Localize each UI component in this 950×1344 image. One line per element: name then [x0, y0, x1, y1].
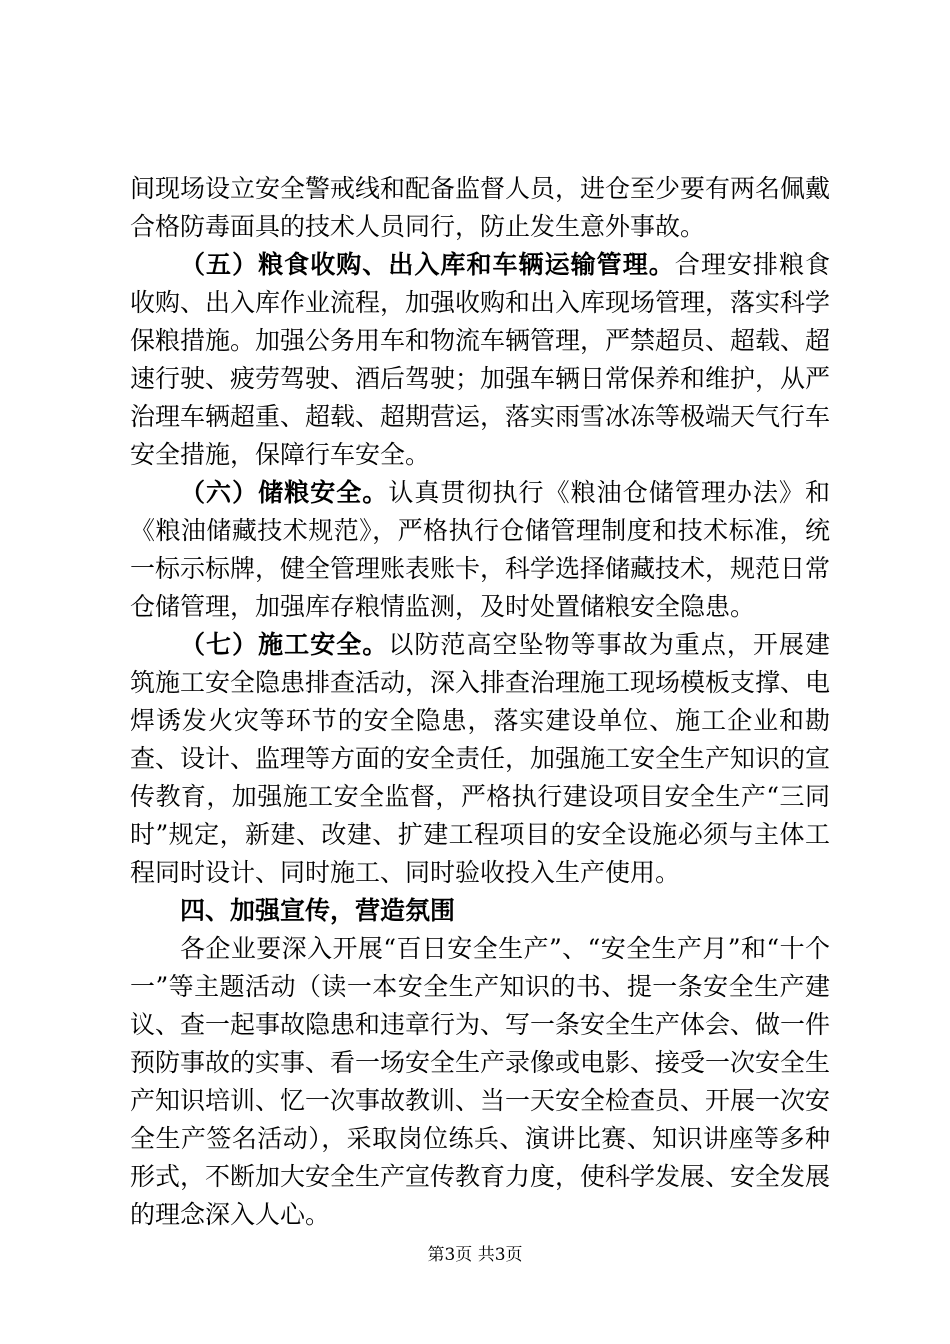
document-body [130, 170, 830, 1234]
paragraph-publicity: 各企业要深入开展“百日安全生产”、“安全生产月”和“十个一”等主题活动（读一本安全生产知识的书、提一条安全生产建议、查一起事故隐患和违章行为、写一条安全生产体会、做一件预防事故的实事、看一场安全生产录像或电影、接受一次安全生产知识培训、忆一次事故教训、当一天安全检查员、开展一次安全生产签名活动），采取岗位练兵、演讲比赛、知识讲座等多种形式，不断加大安全生产宣传教育力度，使科学发展、安全发展的理念深入人心。 [130, 934, 831, 1229]
paragraph-text: 间现场设立安全警戒线和配备监督人员，进仓至少要有两名佩戴合格防毒面具的技术人员同行，防止发生意外事故。 [130, 174, 831, 241]
page-number-footer: 第3页 共3页 [427, 1245, 523, 1265]
paragraph-lead: （七）施工安全。 [180, 630, 389, 659]
paragraph-lead: （五）粮食收购、出入库和车辆运输管理。 [180, 250, 675, 279]
paragraph-grain-storage [130, 474, 830, 626]
paragraph-text: 合理安排粮食收购、出入库作业流程，加强收购和出入库现场管理，落实科学保粮措施。加强公务用车和物流车辆管理，严禁超员、超载、超速行驶、疲劳驾驶、酒后驾驶；加强车辆日常保养和维护，从严治理车辆超重、超载、超期营运，落实雨雪冰冻等极端天气行车安全措施，保障行车安全。 [130, 250, 831, 469]
paragraph-construction-safety [130, 626, 830, 892]
section-heading: 四、加强宣传，营造氛围 [180, 896, 456, 925]
paragraph-grain-purchase [130, 246, 830, 474]
paragraph-text: 认真贯彻执行《粮油仓储管理办法》和《粮油储藏技术规范》，严格执行仓储管理制度和技术标准，统一标示标牌，健全管理账表账卡，科学选择储藏技术，规范日常仓储管理，加强库存粮情监测，及时处置储粮安全隐患。 [130, 478, 831, 621]
paragraph-lead: （六）储粮安全。 [180, 478, 389, 507]
paragraph-text: 以防范高空坠物等事故为重点，开展建筑施工安全隐患排查活动，深入排查治理施工现场模板支撑、电焊诱发火灾等环节的安全隐患，落实建设单位、施工企业和勘查、设计、监理等方面的安全责任，加强施工安全生产知识的宣传教育，加强施工安全监督，严格执行建设项目安全生产“三同时”规定，新建、改建、扩建工程项目的安全设施必须与主体工程同时设计、同时施工、同时验收投入生产使用。 [130, 630, 831, 887]
paragraph-continuation [130, 170, 830, 246]
